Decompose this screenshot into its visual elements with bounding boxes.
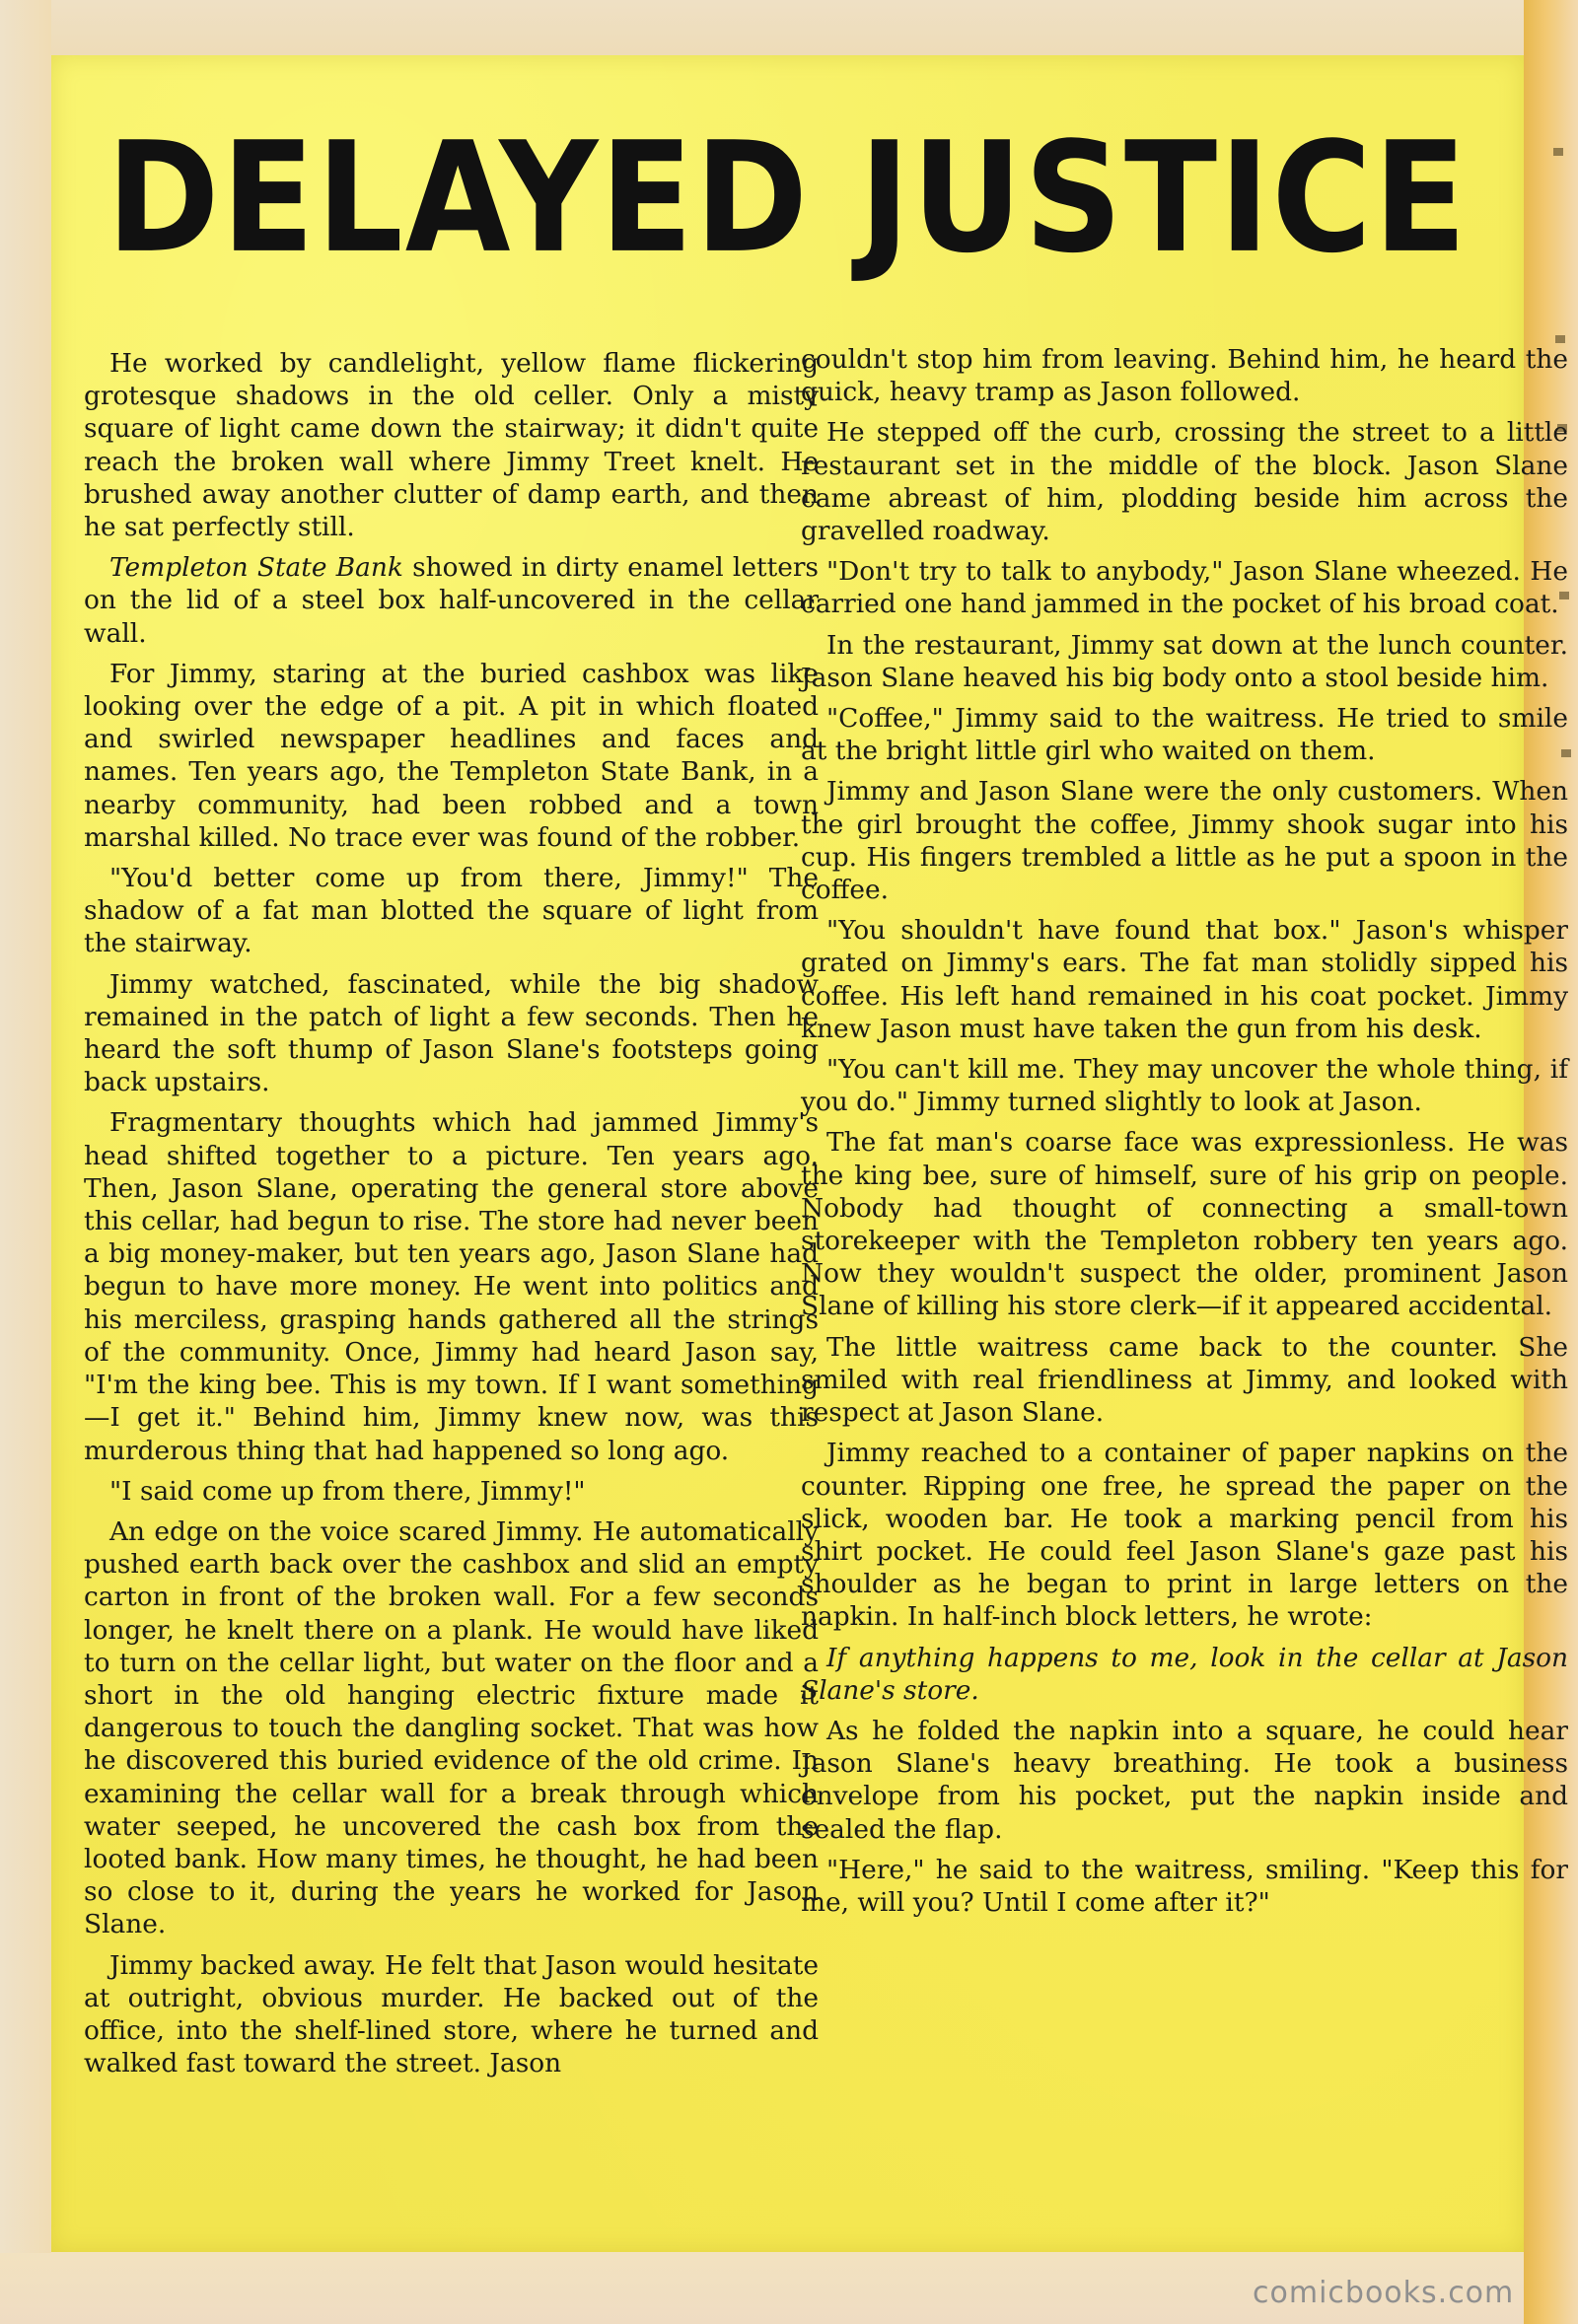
paragraph: "You'd better come up from there, Jimmy!" The shadow of a fat man blotted the square of light from the stairway. [84, 863, 819, 959]
paragraph: As he folded the napkin into a square, he could hear Jason Slane's heavy breathing. He took a business envelope from his pocket, put the napkin inside and sealed the flap. [801, 1715, 1568, 1845]
paragraph: "You shouldn't have found that box." Jason's whisper grated on Jimmy's ears. The fat man stolidly sipped his coffee. His left hand remained in his coat pocket. Jimmy knew Jason must have taken the gun from his desk. [801, 915, 1568, 1044]
paragraph: In the restaurant, Jimmy sat down at the lunch counter. Jason Slane heaved his big body onto a stool beside him. [801, 629, 1568, 693]
paragraph: He worked by candlelight, yellow flame flickering grotesque shadows in the old celler. Only a misty square of light came down the stairway; it didn't quite reach the broken wall where Jimmy Treet knelt. He brushed away another clutter of damp earth, and then he sat perfectly still. [84, 348, 819, 543]
paragraph: The little waitress came back to the counter. She smiled with real friendliness at Jimmy, and looked with respect at Jason Slane. [801, 1331, 1568, 1429]
paper-edge-left [0, 0, 51, 2324]
paragraph: "Don't try to talk to anybody," Jason Slane wheezed. He carried one hand jammed in the pocket of his broad coat. [801, 556, 1568, 620]
paragraph: An edge on the voice scared Jimmy. He automatically pushed earth back over the cashbox and slid an empty carton in front of the broken wall. For a few seconds longer, he knelt there on a plank. He would have liked to turn on the cellar light, but water on the floor and a short in the old hanging electric fixture made it dangerous to touch the dangling socket. That was how he discovered this buried evidence of the old crime. In examining the cellar wall for a break through which water seeped, he uncovered the cash box from the looted bank. How many times, he thought, he had been so close to it, during the years he worked for Jason Slane. [84, 1515, 819, 1940]
gutter-mark [1555, 335, 1565, 343]
gutter-mark [1553, 148, 1563, 156]
left-column [84, 347, 819, 2087]
paragraph: Fragmentary thoughts which had jammed Jimmy's head shifted together to a picture. Ten years ago. Then, Jason Slane, operating the general store above this cellar, had begun to rise. The store had never been a big money-maker, but ten years ago, Jason Slane had begun to have more money. He went into politics and his merciless, grasping hands gathered all the strings of the community. Once, Jimmy had heard Jason say, "I'm the king bee. This is my town. If I want something—I get it." Behind him, Jimmy knew now, was this murderous thing that had happened so long ago. [84, 1107, 819, 1466]
paragraph-rest: showed in dirty enamel letters on the lid of a steel box half-uncovered in the cellar wall. [84, 552, 819, 649]
paper-edge-top [0, 0, 1578, 55]
paragraph: The fat man's coarse face was expressionless. He was the king bee, sure of himself, sure of his grip on people. Nobody had thought of connecting a small-town storekeeper with the Templeton robbery ten years ago. Now they wouldn't suspect the older, prominent Jason Slane of killing his store clerk—if it appeared accidental. [801, 1127, 1568, 1322]
napkin-message: If anything happens to me, look in the cellar at Jason Slane's store. [801, 1642, 1568, 1706]
right-column [801, 343, 1568, 1927]
paragraph: Jimmy backed away. He felt that Jason would hesitate at outright, obvious murder. He backed out of the office, into the shelf-lined store, where he turned and walked fast toward the street. Jason [84, 1949, 819, 2079]
story-panel [51, 55, 1568, 2252]
site-watermark: comicbooks.com [1253, 2276, 1515, 2310]
story-title: DELAYED JUSTICE [107, 108, 1469, 287]
italic-text: Templeton State Bank [109, 552, 403, 584]
paragraph: couldn't stop him from leaving. Behind him, he heard the quick, heavy tramp as Jason followed. [801, 344, 1568, 408]
paragraph: Jimmy watched, fascinated, while the big shadow remained in the patch of light a few seconds. Then he heard the soft thump of Jason Slane's footsteps going back upstairs. [84, 968, 819, 1098]
paragraph: "You can't kill me. They may uncover the whole thing, if you do." Jimmy turned slightly to look at Jason. [801, 1054, 1568, 1118]
paragraph: Jimmy and Jason Slane were the only customers. When the girl brought the coffee, Jimmy shook sugar into his cup. His fingers trembled a little as he put a spoon in the coffee. [801, 776, 1568, 906]
paragraph: Jimmy reached to a container of paper napkins on the counter. Ripping one free, he spread the paper on the slick, wooden bar. He took a marking pencil from his shirt pocket. He could feel Jason Slane's gaze past his shoulder as he began to print in large letters on the napkin. In half-inch block letters, he wrote: [801, 1438, 1568, 1633]
paragraph: "Coffee," Jimmy said to the waitress. He tried to smile at the bright little girl who waited on them. [801, 703, 1568, 767]
paragraph: He stepped off the curb, crossing the street to a little restaurant set in the middle of the block. Jason Slane came abreast of him, plodding beside him across the gravelled roadway. [801, 417, 1568, 547]
paragraph: "Here," he said to the waitress, smiling. "Keep this for me, will you? Until I come after it?" [801, 1854, 1568, 1918]
paragraph: "I said come up from there, Jimmy!" [109, 1475, 586, 1507]
paragraph [84, 551, 819, 650]
paragraph: For Jimmy, staring at the buried cashbox was like looking over the edge of a pit. A pit in which floated and swirled newspaper headlines and faces and names. Ten years ago, the Templeton State Bank, in a nearby community, had been robbed and a town marshal killed. No trace ever was found of the robber. [84, 658, 819, 853]
